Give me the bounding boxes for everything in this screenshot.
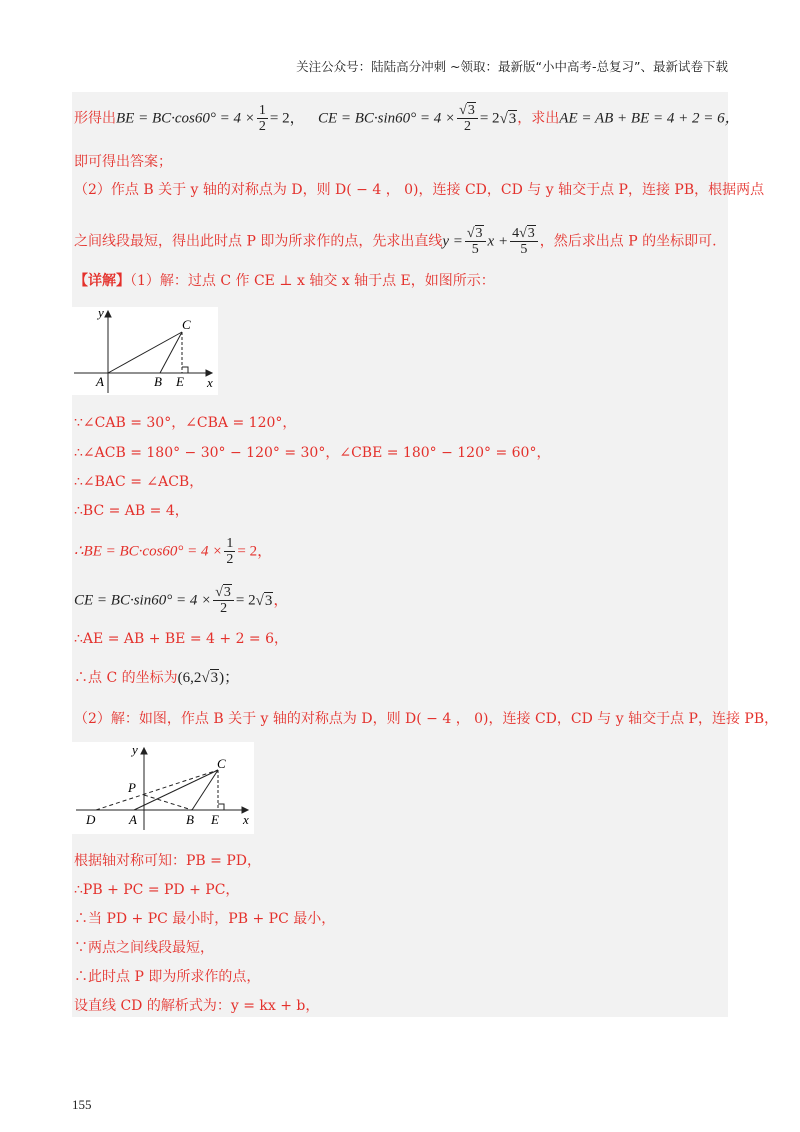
- label-x: x: [207, 375, 213, 390]
- y-axis-arrow: [105, 311, 111, 317]
- fraction-sqrt3-5: $\frac{√3}{5}$: [465, 226, 486, 257]
- math: CE = BC·sin60° = 4 ×: [74, 592, 212, 609]
- fraction-sqrt3-2: $\frac{√3}{2}$: [213, 585, 234, 616]
- segment-PB: [144, 795, 192, 810]
- figure-1: [72, 307, 218, 395]
- label-A: A: [129, 812, 137, 827]
- text: 之间线段最短，得出此时点 P 即为所求作的点，先求出直线: [74, 233, 443, 250]
- math: = 2，: [269, 110, 305, 127]
- math: )；: [219, 670, 240, 686]
- label-A: A: [96, 374, 104, 389]
- label-E: E: [211, 812, 219, 827]
- line-13: ∴点 C 的坐标为(6,2√3)；: [74, 670, 240, 686]
- fraction-sqrt3-2: $\frac{√3}{2}$: [457, 103, 478, 134]
- text: ∴点 C 的坐标为: [74, 670, 178, 686]
- line-11: CE = BC·sin60° = 4 × $\frac{√3}{2}$ = 2√3，: [74, 585, 289, 616]
- right-angle-mark: [218, 804, 224, 810]
- math: ∴BE = BC·cos60° = 4 ×: [74, 543, 223, 560]
- line-6: ∵∠CAB = 30°，∠CBA = 120°，: [74, 415, 297, 431]
- label-D: D: [86, 812, 96, 827]
- fraction-4sqrt3-5: $\frac{4√3}{5}$: [510, 226, 538, 257]
- math: CE = BC·sin60° = 4 ×: [317, 110, 456, 127]
- y-axis-arrow: [141, 748, 147, 754]
- label-P: P: [128, 780, 136, 795]
- line-8: ∴∠BAC = ∠ACB，: [74, 474, 204, 490]
- math: = 2，: [237, 543, 273, 560]
- math: x +: [487, 233, 509, 250]
- line-7: ∴∠ACB = 180° − 30° − 120° = 30°，∠CBE = 180° − 120° = 60°，: [74, 445, 551, 461]
- page-header: 关注公众号：陆陆高分冲刺 ~领取：最新版“小中高考-总复习”、最新试卷下载: [296, 59, 728, 74]
- line-3: （2）作点 B 关于 y 轴的对称点为 D，则 D( − 4 ， 0)，连接 CD，CD 与 y 轴交于点 P，连接 PB，根据两点: [74, 182, 765, 198]
- math: = 2: [479, 110, 500, 127]
- label-B: B: [186, 812, 194, 827]
- line-4: [74, 226, 717, 257]
- line-19: ∴此时点 P 即为所求作的点，: [74, 969, 261, 985]
- text: 形得出: [74, 110, 116, 127]
- math: BE = BC·cos60° = 4 ×: [116, 110, 255, 127]
- line-5: [74, 271, 495, 291]
- line-2: 即可得出答案；: [74, 154, 172, 170]
- line-12: ∴AE = AB + BE = 4 + 2 = 6，: [74, 631, 289, 647]
- math: y =: [442, 233, 463, 250]
- label-y: y: [132, 742, 138, 757]
- line-17: ∴当 PD + PC 最小时，PB + PC 最小，: [74, 911, 336, 927]
- fraction-half: $\frac{1}{2}$: [226, 536, 234, 567]
- text: ，然后求出点 P 的坐标即可.: [539, 233, 717, 250]
- line-18: ∵两点之间线段最短，: [74, 940, 214, 956]
- line-1: 形得出BE = BC·cos60° = 4 × $\frac{1}{2}$ = 2， CE = BC·sin60° = 4 × $\frac{√3}{2}$ = 2√3，求出AE = AB + BE = 4 + 2 = 6，: [74, 103, 740, 134]
- line-20: 设直线 CD 的解析式为：y = kx + b，: [74, 998, 320, 1014]
- label-C: C: [217, 756, 226, 771]
- math: AE = AB + BE = 4 + 2 = 6，: [559, 110, 740, 127]
- label-x: x: [243, 812, 249, 827]
- text: （1）解：过点 C 作 CE ⊥ x 轴交 x 轴于点 E，如图所示：: [130, 273, 495, 289]
- text: ，求出: [517, 110, 560, 127]
- label-B: B: [154, 374, 162, 389]
- label-C: C: [182, 317, 191, 332]
- math: ，: [273, 592, 289, 609]
- line-16: ∴PB + PC = PD + PC，: [74, 882, 240, 898]
- label-y: y: [98, 307, 104, 320]
- segment-DC: [96, 770, 218, 810]
- label-E: E: [176, 374, 184, 389]
- right-angle-mark: [182, 367, 188, 373]
- line-14: （2）解：如图，作点 B 关于 y 轴的对称点为 D，则 D( − 4 ， 0)，连接 CD，CD 与 y 轴交于点 P，连接 PB，: [74, 711, 779, 727]
- fraction-half: $\frac{1}{2}$: [258, 103, 266, 134]
- figure-2: [72, 742, 254, 834]
- math: (6,2: [177, 670, 202, 686]
- line-9: ∴BC = AB = 4，: [74, 503, 189, 519]
- line-15: 根据轴对称可知：PB = PD，: [74, 853, 261, 869]
- math: = 2: [235, 592, 256, 609]
- line-10: [74, 536, 272, 567]
- page-number: 155: [72, 1097, 92, 1112]
- detail-tag: 【详解】: [74, 273, 130, 289]
